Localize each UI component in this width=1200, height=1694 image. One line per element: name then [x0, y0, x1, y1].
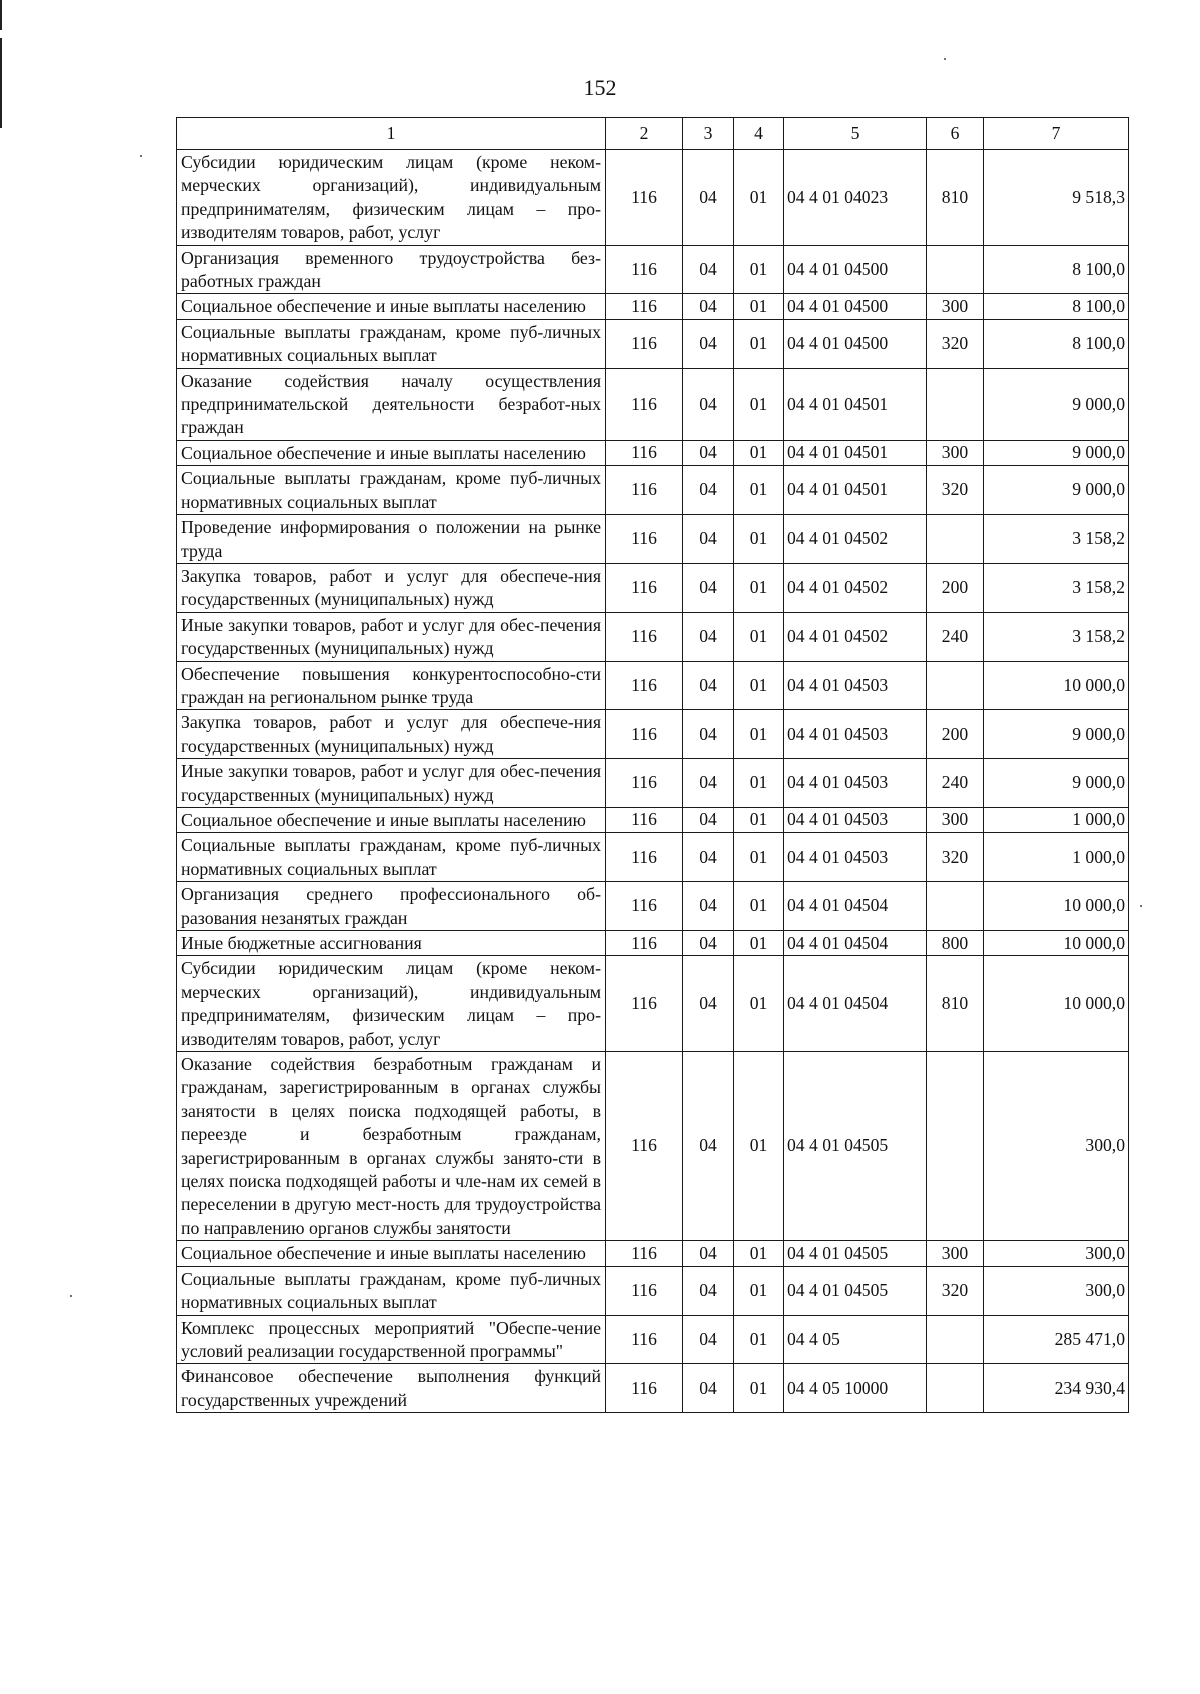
- cell-expense-type: 320: [927, 319, 984, 368]
- cell-target-article: 04 4 01 04503: [784, 807, 927, 832]
- cell-target-article: 04 4 01 04502: [784, 612, 927, 661]
- cell-expense-type: 800: [927, 931, 984, 956]
- cell-target-article: 04 4 01 04500: [784, 319, 927, 368]
- column-header-4: 4: [734, 118, 784, 150]
- table-row: [177, 882, 1129, 931]
- cell-expense-type: 240: [927, 759, 984, 808]
- cell-name: Организация временного трудоустройства без-работных граждан: [177, 245, 606, 294]
- cell-target-article: 04 4 01 04503: [784, 710, 927, 759]
- cell-expense-type: 320: [927, 833, 984, 882]
- cell-subsection: 01: [734, 612, 784, 661]
- table-row: [177, 1364, 1129, 1413]
- cell-section: 04: [683, 882, 734, 931]
- cell-target-article: 04 4 01 04501: [784, 440, 927, 465]
- budget-table: [176, 117, 1129, 1413]
- cell-amount: 8 100,0: [984, 245, 1129, 294]
- cell-expense-type: 300: [927, 807, 984, 832]
- cell-admin-code: 116: [606, 759, 683, 808]
- cell-target-article: 04 4 01 04503: [784, 661, 927, 710]
- cell-name: Социальные выплаты гражданам, кроме пуб-личных нормативных социальных выплат: [177, 1266, 606, 1315]
- cell-expense-type: 200: [927, 563, 984, 612]
- cell-subsection: 01: [734, 319, 784, 368]
- cell-section: 04: [683, 661, 734, 710]
- table-row: [177, 1266, 1129, 1315]
- cell-amount: 9 000,0: [984, 440, 1129, 465]
- cell-admin-code: 116: [606, 661, 683, 710]
- cell-section: 04: [683, 931, 734, 956]
- table-row: [177, 1315, 1129, 1364]
- cell-admin-code: 116: [606, 245, 683, 294]
- cell-target-article: 04 4 01 04500: [784, 245, 927, 294]
- cell-section: 04: [683, 956, 734, 1052]
- cell-amount: 3 158,2: [984, 515, 1129, 564]
- cell-subsection: 01: [734, 150, 784, 246]
- scan-speck: [140, 155, 142, 157]
- cell-subsection: 01: [734, 661, 784, 710]
- cell-subsection: 01: [734, 1241, 784, 1266]
- table-row: [177, 759, 1129, 808]
- cell-target-article: 04 4 01 04504: [784, 931, 927, 956]
- cell-amount: 1 000,0: [984, 807, 1129, 832]
- cell-name: Социальные выплаты гражданам, кроме пуб-личных нормативных социальных выплат: [177, 833, 606, 882]
- cell-amount: 9 000,0: [984, 466, 1129, 515]
- cell-section: 04: [683, 807, 734, 832]
- cell-section: 04: [683, 563, 734, 612]
- table-row: [177, 1241, 1129, 1266]
- table-row: [177, 466, 1129, 515]
- cell-subsection: 01: [734, 1364, 784, 1413]
- scan-edge-top: [0, 0, 2, 30]
- cell-name: Финансовое обеспечение выполнения функций государственных учреждений: [177, 1364, 606, 1413]
- cell-section: 04: [683, 1052, 734, 1241]
- table-row: [177, 368, 1129, 440]
- cell-admin-code: 116: [606, 466, 683, 515]
- cell-target-article: 04 4 01 04505: [784, 1052, 927, 1241]
- cell-amount: 10 000,0: [984, 882, 1129, 931]
- cell-subsection: 01: [734, 710, 784, 759]
- cell-amount: 300,0: [984, 1266, 1129, 1315]
- table-row: [177, 245, 1129, 294]
- cell-amount: 1 000,0: [984, 833, 1129, 882]
- table-body: [177, 150, 1129, 1413]
- cell-target-article: 04 4 01 04502: [784, 563, 927, 612]
- cell-name: Социальное обеспечение и иные выплаты населению: [177, 440, 606, 465]
- cell-name: Организация среднего профессионального об-разования незанятых граждан: [177, 882, 606, 931]
- cell-amount: 9 000,0: [984, 368, 1129, 440]
- cell-amount: 9 518,3: [984, 150, 1129, 246]
- cell-subsection: 01: [734, 1315, 784, 1364]
- cell-admin-code: 116: [606, 1315, 683, 1364]
- cell-admin-code: 116: [606, 1364, 683, 1413]
- table-row: [177, 710, 1129, 759]
- cell-subsection: 01: [734, 882, 784, 931]
- page-number: 152: [583, 75, 617, 100]
- cell-target-article: 04 4 01 04505: [784, 1241, 927, 1266]
- column-header-2: 2: [606, 118, 683, 150]
- cell-name: Оказание содействия началу осуществления предпринимательской деятельности безработ-ных граждан: [177, 368, 606, 440]
- cell-admin-code: 116: [606, 1266, 683, 1315]
- cell-target-article: 04 4 05 10000: [784, 1364, 927, 1413]
- table-row: [177, 931, 1129, 956]
- column-header-3: 3: [683, 118, 734, 150]
- cell-target-article: 04 4 01 04504: [784, 882, 927, 931]
- cell-section: 04: [683, 368, 734, 440]
- cell-admin-code: 116: [606, 563, 683, 612]
- cell-expense-type: [927, 515, 984, 564]
- cell-expense-type: 320: [927, 1266, 984, 1315]
- cell-target-article: 04 4 01 04503: [784, 833, 927, 882]
- cell-name: Комплекс процессных мероприятий "Обеспе-чение условий реализации государственной программы": [177, 1315, 606, 1364]
- cell-section: 04: [683, 150, 734, 246]
- cell-expense-type: 320: [927, 466, 984, 515]
- cell-admin-code: 116: [606, 833, 683, 882]
- cell-name: Социальные выплаты гражданам, кроме пуб-личных нормативных социальных выплат: [177, 466, 606, 515]
- cell-section: 04: [683, 245, 734, 294]
- cell-section: 04: [683, 294, 734, 319]
- cell-name: Проведение информирования о положении на рынке труда: [177, 515, 606, 564]
- cell-expense-type: 300: [927, 440, 984, 465]
- cell-section: 04: [683, 1266, 734, 1315]
- cell-section: 04: [683, 440, 734, 465]
- cell-admin-code: 116: [606, 515, 683, 564]
- cell-expense-type: 810: [927, 150, 984, 246]
- cell-name: Иные закупки товаров, работ и услуг для обес-печения государственных (муниципальных) нужд: [177, 612, 606, 661]
- cell-name: Социальное обеспечение и иные выплаты населению: [177, 1241, 606, 1266]
- cell-section: 04: [683, 1241, 734, 1266]
- cell-amount: 10 000,0: [984, 661, 1129, 710]
- cell-section: 04: [683, 710, 734, 759]
- cell-section: 04: [683, 515, 734, 564]
- cell-subsection: 01: [734, 1266, 784, 1315]
- cell-subsection: 01: [734, 368, 784, 440]
- cell-section: 04: [683, 612, 734, 661]
- cell-admin-code: 116: [606, 1052, 683, 1241]
- column-header-6: 6: [927, 118, 984, 150]
- cell-amount: 10 000,0: [984, 956, 1129, 1052]
- cell-amount: 8 100,0: [984, 294, 1129, 319]
- cell-amount: 10 000,0: [984, 931, 1129, 956]
- cell-admin-code: 116: [606, 319, 683, 368]
- cell-expense-type: [927, 368, 984, 440]
- cell-admin-code: 116: [606, 440, 683, 465]
- column-header-1: 1: [177, 118, 606, 150]
- cell-admin-code: 116: [606, 807, 683, 832]
- scan-speck: [944, 58, 946, 60]
- cell-amount: 234 930,4: [984, 1364, 1129, 1413]
- cell-name: Оказание содействия безработным гражданам и гражданам, зарегистрированным в органах службы занятости в целях поиска подходящей работы, в переезде и безработным гражданам, зарегистрированным в органах службы занято-сти в целях поиска подходящей работы и чле-нам их семей в переселении в другую мест-ность для трудоустройства по направлению органов службы занятости: [177, 1052, 606, 1241]
- cell-section: 04: [683, 466, 734, 515]
- cell-expense-type: [927, 661, 984, 710]
- cell-admin-code: 116: [606, 1241, 683, 1266]
- cell-name: Субсидии юридическим лицам (кроме неком-мерческих организаций), индивидуальным предпринимателям, физическим лицам – про-изводителям товаров, работ, услуг: [177, 956, 606, 1052]
- cell-amount: 9 000,0: [984, 710, 1129, 759]
- cell-expense-type: [927, 1052, 984, 1241]
- table-row: [177, 661, 1129, 710]
- cell-admin-code: 116: [606, 931, 683, 956]
- table-row: [177, 563, 1129, 612]
- scan-speck: [1140, 905, 1142, 907]
- cell-target-article: 04 4 01 04500: [784, 294, 927, 319]
- cell-subsection: 01: [734, 294, 784, 319]
- cell-expense-type: 240: [927, 612, 984, 661]
- scan-speck: [70, 1295, 72, 1297]
- cell-target-article: 04 4 01 04503: [784, 759, 927, 808]
- cell-amount: 300,0: [984, 1241, 1129, 1266]
- cell-expense-type: [927, 1364, 984, 1413]
- cell-subsection: 01: [734, 807, 784, 832]
- cell-subsection: 01: [734, 245, 784, 294]
- cell-name: Закупка товаров, работ и услуг для обеспече-ния государственных (муниципальных) нужд: [177, 563, 606, 612]
- cell-subsection: 01: [734, 515, 784, 564]
- cell-target-article: 04 4 01 04504: [784, 956, 927, 1052]
- cell-name: Закупка товаров, работ и услуг для обеспече-ния государственных (муниципальных) нужд: [177, 710, 606, 759]
- cell-name: Социальные выплаты гражданам, кроме пуб-личных нормативных социальных выплат: [177, 319, 606, 368]
- table-row: [177, 1052, 1129, 1241]
- cell-target-article: 04 4 01 04505: [784, 1266, 927, 1315]
- cell-name: Обеспечение повышения конкурентоспособно-сти граждан на региональном рынке труда: [177, 661, 606, 710]
- cell-expense-type: 810: [927, 956, 984, 1052]
- cell-admin-code: 116: [606, 294, 683, 319]
- cell-amount: 9 000,0: [984, 759, 1129, 808]
- cell-admin-code: 116: [606, 150, 683, 246]
- cell-name: Субсидии юридическим лицам (кроме неком-мерческих организаций), индивидуальным предпринимателям, физическим лицам – про-изводителям товаров, работ, услуг: [177, 150, 606, 246]
- cell-expense-type: [927, 882, 984, 931]
- cell-subsection: 01: [734, 931, 784, 956]
- cell-expense-type: 200: [927, 710, 984, 759]
- cell-expense-type: 300: [927, 1241, 984, 1266]
- cell-amount: 8 100,0: [984, 319, 1129, 368]
- cell-subsection: 01: [734, 833, 784, 882]
- cell-expense-type: [927, 245, 984, 294]
- cell-name: Социальное обеспечение и иные выплаты населению: [177, 294, 606, 319]
- cell-admin-code: 116: [606, 612, 683, 661]
- table-header-row: [177, 118, 1129, 150]
- cell-name: Иные закупки товаров, работ и услуг для обес-печения государственных (муниципальных) нужд: [177, 759, 606, 808]
- cell-subsection: 01: [734, 1052, 784, 1241]
- cell-amount: 3 158,2: [984, 612, 1129, 661]
- cell-subsection: 01: [734, 956, 784, 1052]
- cell-section: 04: [683, 833, 734, 882]
- cell-name: Иные бюджетные ассигнования: [177, 931, 606, 956]
- table-row: [177, 294, 1129, 319]
- cell-amount: 285 471,0: [984, 1315, 1129, 1364]
- cell-subsection: 01: [734, 563, 784, 612]
- cell-section: 04: [683, 1315, 734, 1364]
- cell-target-article: 04 4 01 04501: [784, 368, 927, 440]
- cell-name: Социальное обеспечение и иные выплаты населению: [177, 807, 606, 832]
- cell-target-article: 04 4 01 04023: [784, 150, 927, 246]
- cell-expense-type: 300: [927, 294, 984, 319]
- table-row: [177, 612, 1129, 661]
- table-row: [177, 515, 1129, 564]
- cell-amount: 300,0: [984, 1052, 1129, 1241]
- cell-expense-type: [927, 1315, 984, 1364]
- column-header-7: 7: [984, 118, 1129, 150]
- cell-target-article: 04 4 01 04502: [784, 515, 927, 564]
- cell-amount: 3 158,2: [984, 563, 1129, 612]
- table-row: [177, 319, 1129, 368]
- cell-subsection: 01: [734, 466, 784, 515]
- cell-section: 04: [683, 759, 734, 808]
- cell-section: 04: [683, 1364, 734, 1413]
- cell-subsection: 01: [734, 440, 784, 465]
- table-row: [177, 833, 1129, 882]
- cell-target-article: 04 4 05: [784, 1315, 927, 1364]
- table-row: [177, 440, 1129, 465]
- table-row: [177, 807, 1129, 832]
- table-row: [177, 956, 1129, 1052]
- cell-admin-code: 116: [606, 882, 683, 931]
- cell-target-article: 04 4 01 04501: [784, 466, 927, 515]
- cell-subsection: 01: [734, 759, 784, 808]
- cell-admin-code: 116: [606, 956, 683, 1052]
- column-header-5: 5: [784, 118, 927, 150]
- cell-admin-code: 116: [606, 710, 683, 759]
- cell-section: 04: [683, 319, 734, 368]
- cell-admin-code: 116: [606, 368, 683, 440]
- table-row: [177, 150, 1129, 246]
